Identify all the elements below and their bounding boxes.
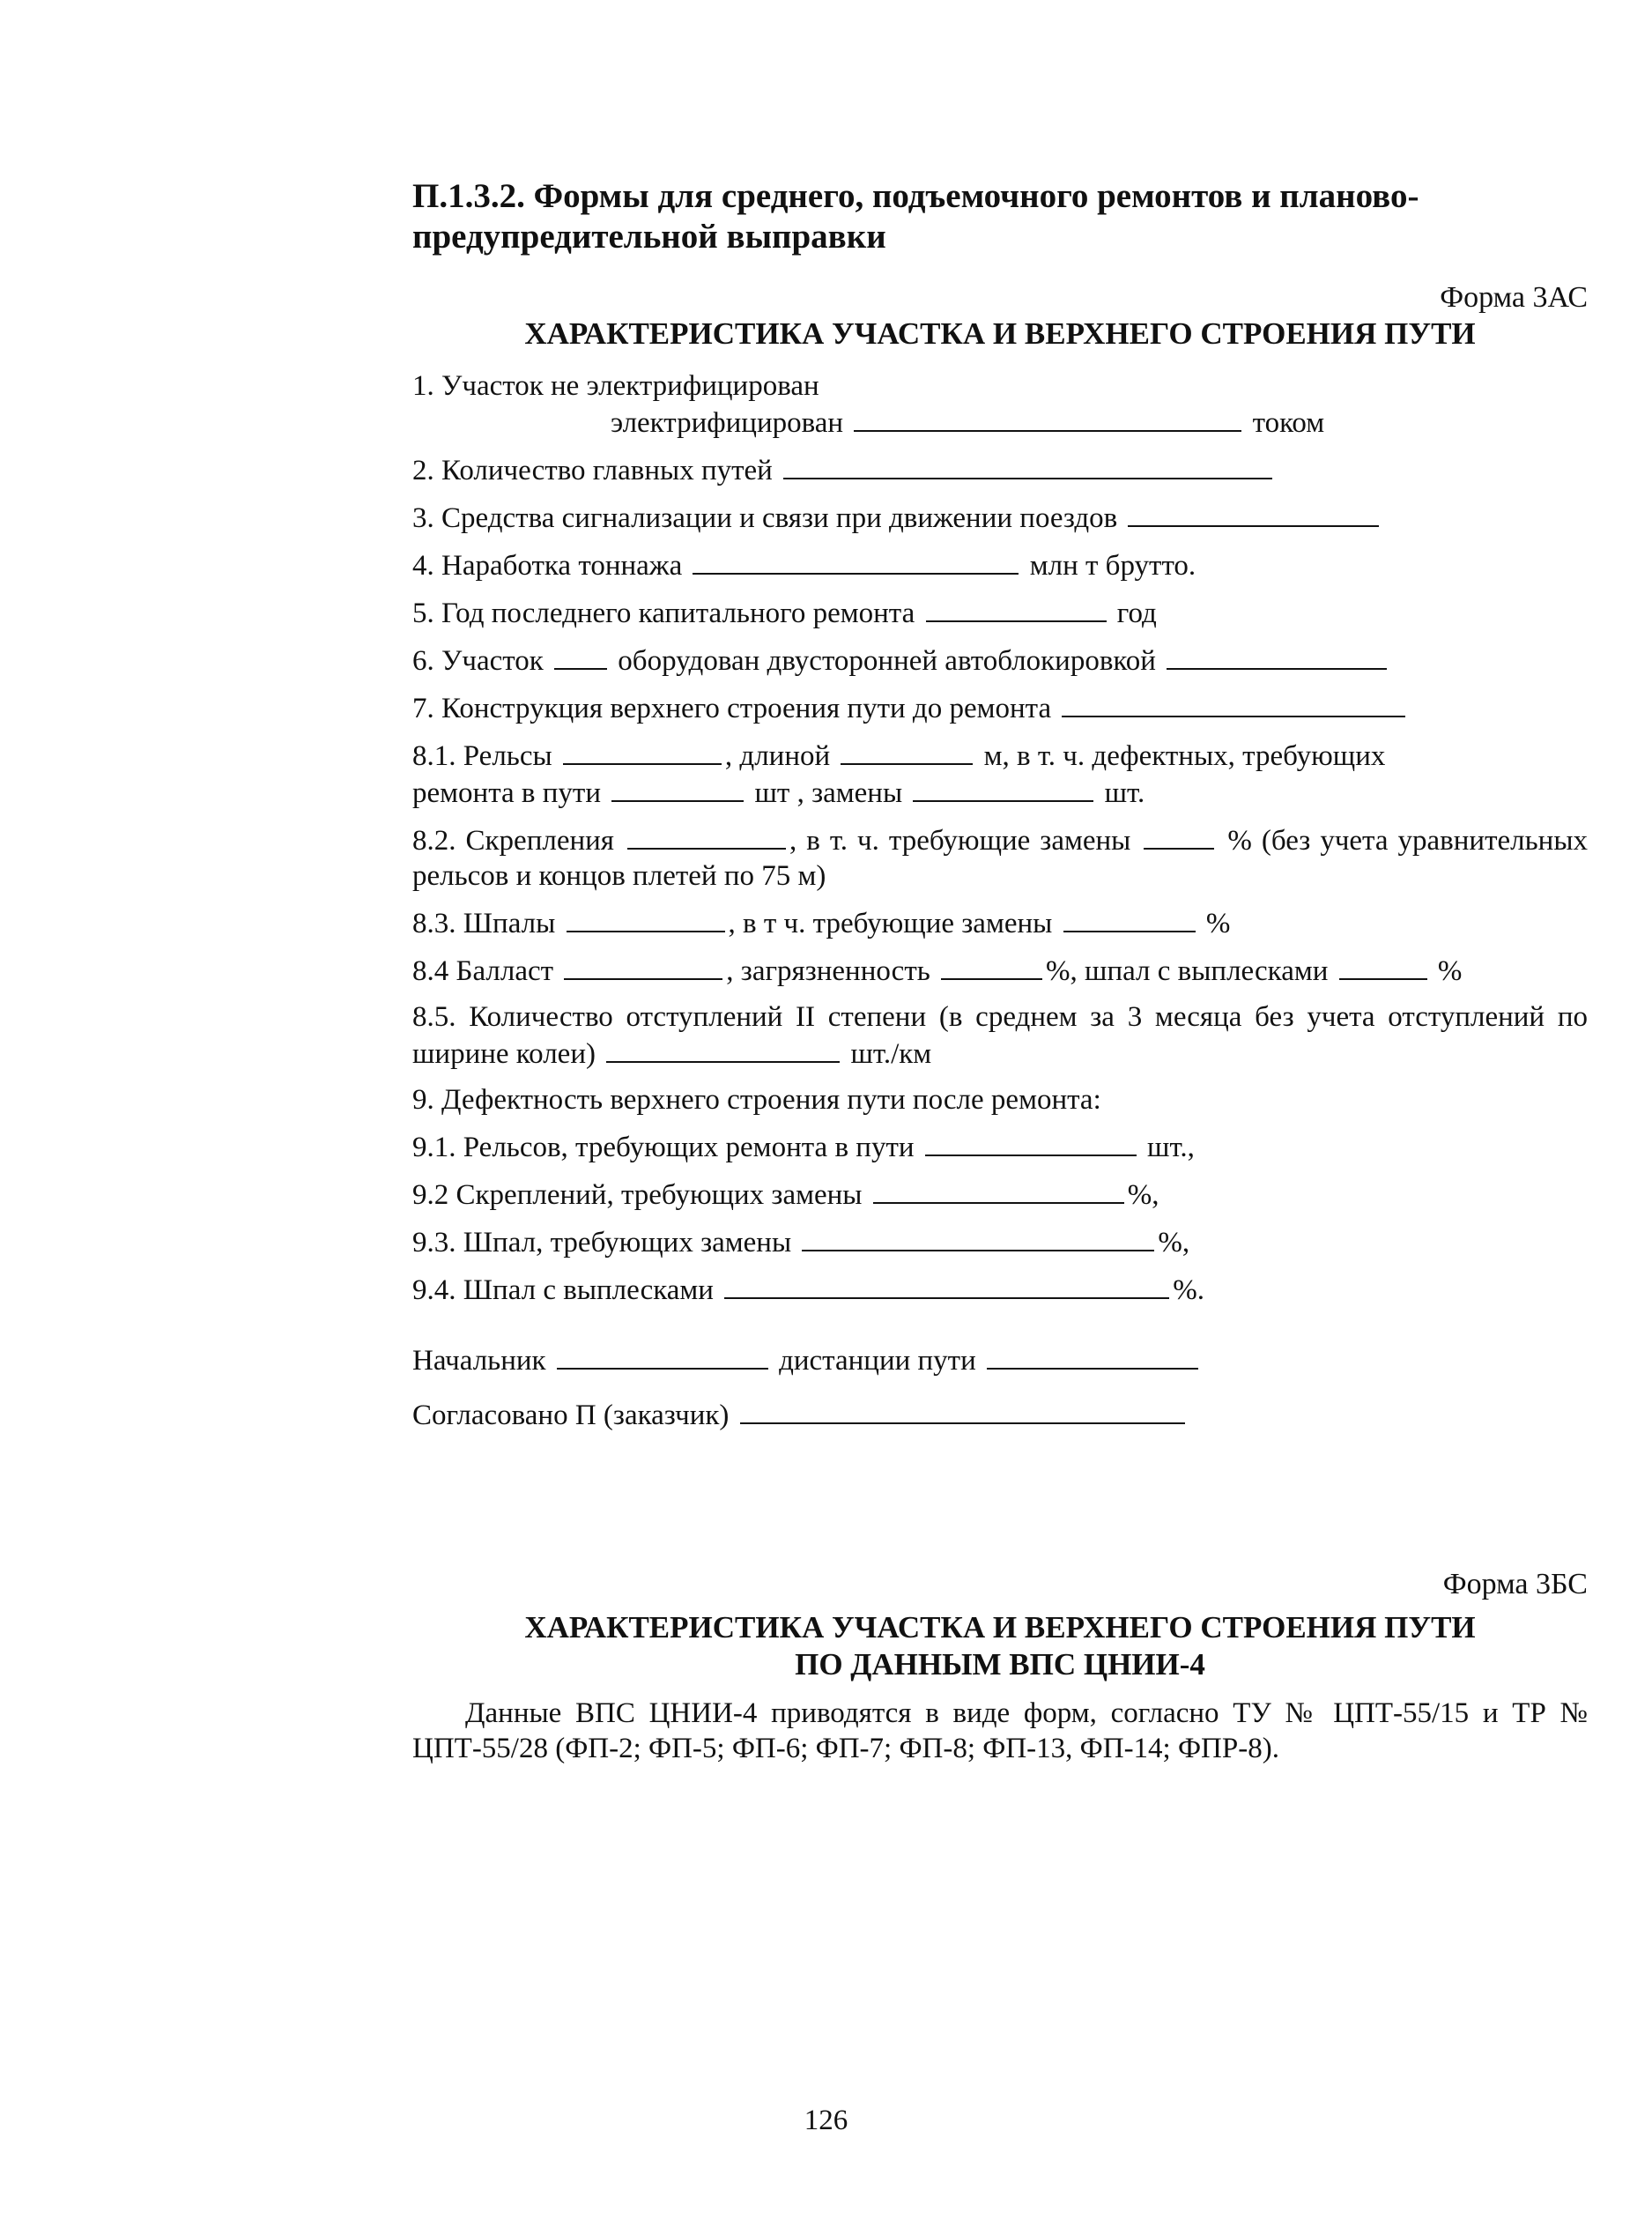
item-8-3-replace-label: , в т ч. требующие замены	[728, 908, 1053, 939]
item-6-text: оборудован двусторонней автоблокировкой	[618, 645, 1156, 677]
item-8-1-line2	[412, 774, 1588, 811]
item-8-3	[412, 904, 1588, 941]
tonnage-field[interactable]	[693, 546, 1019, 575]
item-9-3-unit: %,	[1158, 1227, 1190, 1258]
agreed-label: Согласовано П (заказчик)	[412, 1400, 730, 1431]
item-8-2-replace-label: , в т. ч. требующие замены	[789, 825, 1131, 857]
item-3	[412, 499, 1588, 536]
fastenings-replace-percent-field[interactable]	[1144, 821, 1214, 850]
item-5	[412, 594, 1588, 631]
chief-distance-label: дистанции пути	[779, 1345, 976, 1377]
form-3bs-text: Данные ВПС ЦНИИ-4 приводятся в виде форм, согласно ТУ № ЦПТ-55/15 и ТР № ЦПТ-55/28 (ФП-2; ФП-5; ФП-6; ФП-7; ФП-8; ФП-13, ФП-14; ФПР-8).	[412, 1697, 1588, 1764]
sleepers-type-field[interactable]	[567, 904, 725, 932]
item-9-4	[412, 1271, 1588, 1308]
item-8-5	[412, 999, 1588, 1072]
rails-type-field[interactable]	[563, 737, 722, 765]
item-8-4-contamination-label: , загрязненность	[726, 955, 930, 987]
item-1b-label: электрифицирован	[611, 407, 844, 439]
item-4-unit: млн т брутто.	[1029, 550, 1196, 582]
rails-after-repair-field[interactable]	[925, 1128, 1137, 1156]
item-7-label: 7. Конструкция верхнего строения пути до ремонта	[412, 693, 1052, 724]
distance-name-field[interactable]	[987, 1341, 1198, 1370]
item-8-3-label: 8.3. Шпалы	[412, 908, 556, 939]
item-9-2	[412, 1176, 1588, 1213]
item-6	[412, 642, 1588, 679]
chief-label: Начальник	[412, 1345, 546, 1377]
item-8-1-unit: шт.	[1104, 777, 1145, 809]
item-4	[412, 546, 1588, 583]
item-9-3	[412, 1223, 1588, 1260]
chief-name-field[interactable]	[557, 1341, 768, 1370]
item-8-4-label: 8.4 Балласт	[412, 955, 554, 987]
agreed-signature-line	[412, 1396, 1588, 1433]
item-8-1-label: 8.1. Рельсы	[412, 740, 552, 772]
ballast-type-field[interactable]	[564, 952, 722, 980]
autoblock-field[interactable]	[1167, 642, 1387, 670]
item-8-2-label: 8.2. Скрепления	[412, 825, 614, 857]
item-8-1-repair-label: ремонта в пути	[412, 777, 601, 809]
item-9-1-label: 9.1. Рельсов, требующих ремонта в пути	[412, 1132, 915, 1163]
item-9-4-label: 9.4. Шпал с выплесками	[412, 1274, 714, 1306]
item-1b-unit: током	[1252, 407, 1325, 439]
item-8-1-length-label: , длиной	[724, 740, 831, 772]
item-8-4	[412, 952, 1588, 989]
form-3as-title: ХАРАКТЕРИСТИКА УЧАСТКА И ВЕРХНЕГО СТРОЕНИЯ ПУТИ	[524, 316, 1476, 351]
item-7	[412, 689, 1588, 726]
signalling-field[interactable]	[1128, 499, 1379, 527]
main-tracks-count-field[interactable]	[783, 451, 1272, 479]
rails-length-field[interactable]	[841, 737, 973, 765]
item-8-2	[412, 821, 1588, 894]
fastenings-type-field[interactable]	[627, 821, 786, 850]
item-6-label: 6. Участок	[412, 645, 544, 677]
last-repair-year-field[interactable]	[926, 594, 1107, 622]
item-9-2-label: 9.2 Скреплений, требующих замены	[412, 1179, 863, 1211]
item-8-2-note: % (без учета уравнительных рельсов и концов плетей по 75 м)	[412, 825, 1589, 892]
item-8-4-splash-label: %, шпал с выплесками	[1046, 955, 1329, 987]
item-8-1-defective-label: м, в т. ч. дефектных, требующих	[983, 740, 1386, 772]
item-5-label: 5. Год последнего капитального ремонта	[412, 598, 915, 629]
item-9: 9. Дефектность верхнего строения пути после ремонта:	[412, 1084, 1101, 1116]
deviations-count-field[interactable]	[606, 1035, 840, 1063]
item-8-4-unit: %	[1437, 955, 1463, 987]
form-3as-label: Форма 3АС	[1440, 281, 1588, 314]
splash-after-repair-field[interactable]	[724, 1271, 1169, 1299]
section-equipped-field[interactable]	[554, 642, 607, 670]
section-heading: П.1.3.2. Формы для среднего, подъемочного ремонтов и планово-предупредительной выправки	[412, 177, 1419, 256]
item-2	[412, 451, 1588, 488]
customer-signature-field[interactable]	[740, 1396, 1185, 1424]
form-3bs-title-line1: ХАРАКТЕРИСТИКА УЧАСТКА И ВЕРХНЕГО СТРОЕНИЯ ПУТИ	[524, 1610, 1476, 1645]
chief-signature-line	[412, 1341, 1588, 1378]
item-9-3-label: 9.3. Шпал, требующих замены	[412, 1227, 792, 1258]
structure-before-repair-field[interactable]	[1062, 689, 1405, 717]
item-8-1-line1	[412, 737, 1588, 774]
item-4-label: 4. Наработка тоннажа	[412, 550, 683, 582]
form-3bs-title-line2: ПО ДАННЫМ ВПС ЦНИИ-4	[795, 1647, 1205, 1682]
rails-replace-count-field[interactable]	[913, 774, 1093, 802]
current-type-field[interactable]	[854, 404, 1241, 432]
item-9-1-unit: шт.,	[1147, 1132, 1195, 1163]
item-2-label: 2. Количество главных путей	[412, 455, 773, 486]
page-content	[412, 176, 1588, 1766]
page-number: 126	[804, 2105, 848, 2136]
item-8-5-label: 8.5. Количество отступлений II степени (в среднем за 3 месяца без учета отступлений по ширине колеи)	[412, 1001, 1588, 1070]
item-9-2-unit: %,	[1127, 1179, 1159, 1211]
rails-repair-count-field[interactable]	[611, 774, 744, 802]
item-9-4-unit: %.	[1173, 1274, 1204, 1306]
item-9-1	[412, 1128, 1588, 1165]
ballast-contamination-field[interactable]	[941, 952, 1042, 980]
sleepers-replace-percent-field[interactable]	[1063, 904, 1196, 932]
item-8-1-replace-label: шт , замены	[754, 777, 903, 809]
sleepers-after-repair-field[interactable]	[802, 1223, 1154, 1251]
form-3bs-label: Форма 3БС	[1442, 1568, 1588, 1600]
item-5-unit: год	[1116, 598, 1157, 629]
item-1a: 1. Участок не электрифицирован	[412, 370, 819, 402]
item-3-label: 3. Средства сигнализации и связи при движении поездов	[412, 502, 1118, 534]
item-8-5-unit: шт./км	[850, 1038, 932, 1070]
item-1b	[412, 404, 1588, 441]
fastenings-after-repair-field[interactable]	[873, 1176, 1124, 1204]
sleepers-splash-field[interactable]	[1339, 952, 1427, 980]
item-8-3-unit: %	[1205, 908, 1231, 939]
